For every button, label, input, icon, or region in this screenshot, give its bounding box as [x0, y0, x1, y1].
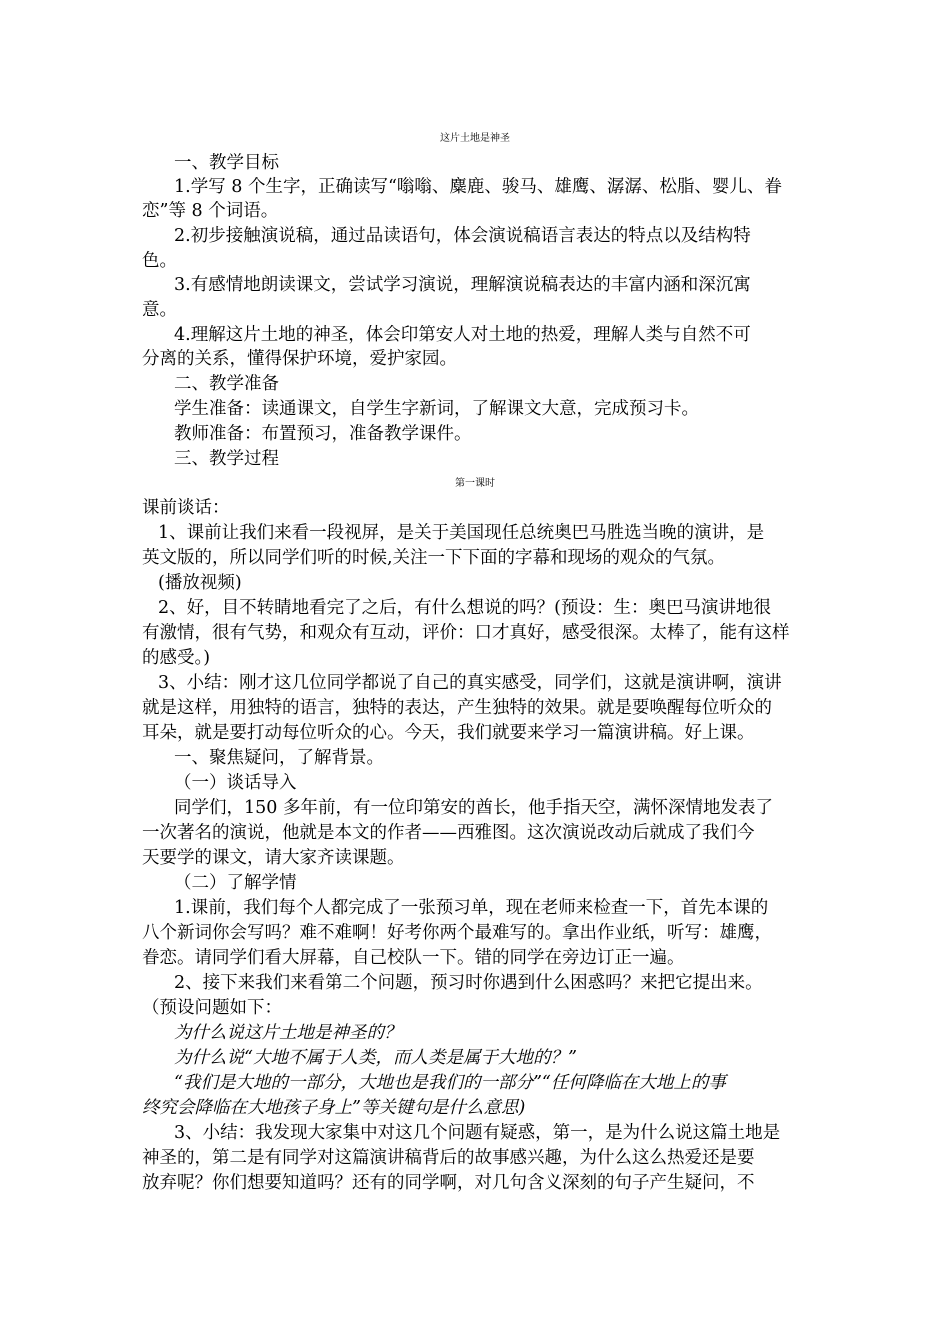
preset-question: 为什么说“大地不属于人类，而人类是属于大地的？” — [174, 1048, 577, 1068]
paragraph-line: 眷恋。请同学们看大屏幕，自己校队一下。错的同学在旁边订正一遍。 — [142, 948, 685, 968]
paragraph-line: 4.理解这片土地的神圣，体会印第安人对土地的热爱，理解人类与自然不可 — [174, 325, 751, 345]
paragraph-line: (播放视频) — [158, 573, 242, 593]
paragraph-line: 一次著名的演说，他就是本文的作者——西雅图。这次演说改动后就成了我们今 — [142, 823, 755, 843]
paragraph-line: 色。 — [142, 251, 177, 271]
paragraph-line: 意。 — [142, 300, 177, 320]
paragraph-line: 英文版的，所以同学们听的时候,关注一下下面的字幕和现场的观众的气氛。 — [142, 548, 726, 568]
preset-question: 终究会降临在大地孩子身上”等关键句是什么意思) — [142, 1098, 526, 1118]
paragraph-line: 2、好，目不转睛地看完了之后，有什么想说的吗？(预设：生：奥巴马演讲地很 — [158, 598, 771, 618]
paragraph-line: 2、接下来我们来看第二个问题，预习时你遇到什么困惑吗？来把它提出来。 — [174, 973, 763, 993]
paragraph-line: 放弃呢？你们想要知道吗？还有的同学啊，对几句含义深刻的句子产生疑问，不 — [142, 1173, 755, 1193]
paragraph-line: 1、课前让我们来看一段视屏，是关于美国现任总统奥巴马胜选当晚的演讲，是 — [158, 523, 765, 543]
paragraph-line: 八个新词你会写吗？难不难啊！好考你两个最难写的。拿出作业纸，听写：雄鹰， — [142, 923, 772, 943]
paragraph-line: 学生准备：读通课文，自学生字新词，了解课文大意，完成预习卡。 — [174, 399, 699, 419]
paragraph-line: 神圣的，第二是有同学对这篇演讲稿背后的故事感兴趣，为什么这么热爱还是要 — [142, 1148, 755, 1168]
paragraph-line: 耳朵，就是要打动每位听众的心。今天，我们就要来学习一篇演讲稿。好上课。 — [142, 723, 755, 743]
paragraph-line: 分离的关系，懂得保护环境，爱护家园。 — [142, 349, 457, 369]
paragraph-line: 的感受。) — [142, 648, 211, 668]
paragraph-line: 1.学写 8 个生字，正确读写“嗡嗡、麋鹿、骏马、雄鹰、潺潺、松脂、婴儿、眷 — [174, 177, 782, 197]
heading-preparation: 二、教学准备 — [174, 374, 279, 394]
section-title-first-lesson: 第一课时 — [455, 478, 495, 489]
subheading-learning-status: （二）了解学情 — [174, 873, 297, 893]
paragraph-line: 3、小结：我发现大家集中对这几个问题有疑惑，第一，是为什么说这篇土地是 — [174, 1123, 781, 1143]
paragraph-line: 天要学的课文，请大家齐读课题。 — [142, 848, 405, 868]
preset-question: 为什么说这片土地是神圣的？ — [174, 1023, 402, 1043]
paragraph-line: 1.课前，我们每个人都完成了一张预习单，现在老师来检查一下，首先本课的 — [174, 898, 769, 918]
paragraph-line: 3、小结：刚才这几位同学都说了自己的真实感受，同学们，这就是演讲啊，演讲 — [158, 673, 782, 693]
paragraph-line: 有激情，很有气势，和观众有互动，评价：口才真好，感受很深。太棒了，能有这样 — [142, 623, 790, 643]
heading-part-one: 一、聚焦疑问，了解背景。 — [174, 748, 384, 768]
paragraph-line: （预设问题如下： — [142, 998, 282, 1018]
preset-question: “我们是大地的一部分，大地也是我们的一部分”“任何降临在大地上的事 — [174, 1073, 726, 1093]
heading-process: 三、教学过程 — [174, 449, 279, 469]
paragraph-line: 恋”等 8 个词语。 — [142, 201, 279, 221]
document-title: 这片土地是神圣 — [440, 133, 510, 144]
heading-objectives: 一、教学目标 — [174, 153, 279, 173]
paragraph-line: 教师准备：布置预习，准备教学课件。 — [174, 424, 472, 444]
paragraph-line: 课前谈话： — [142, 498, 230, 518]
paragraph-line: 2.初步接触演说稿，通过品读语句，体会演说稿语言表达的特点以及结构特 — [174, 226, 751, 246]
paragraph-line: 3.有感情地朗读课文，尝试学习演说，理解演说稿表达的丰富内涵和深沉寓 — [174, 275, 751, 295]
paragraph-line: 就是这样，用独特的语言，独特的表达，产生独特的效果。就是要唤醒每位听众的 — [142, 698, 772, 718]
paragraph-line: 同学们，150 多年前，有一位印第安的酋长，他手指天空，满怀深情地发表了 — [174, 798, 773, 818]
subheading-intro: （一）谈话导入 — [174, 773, 297, 793]
